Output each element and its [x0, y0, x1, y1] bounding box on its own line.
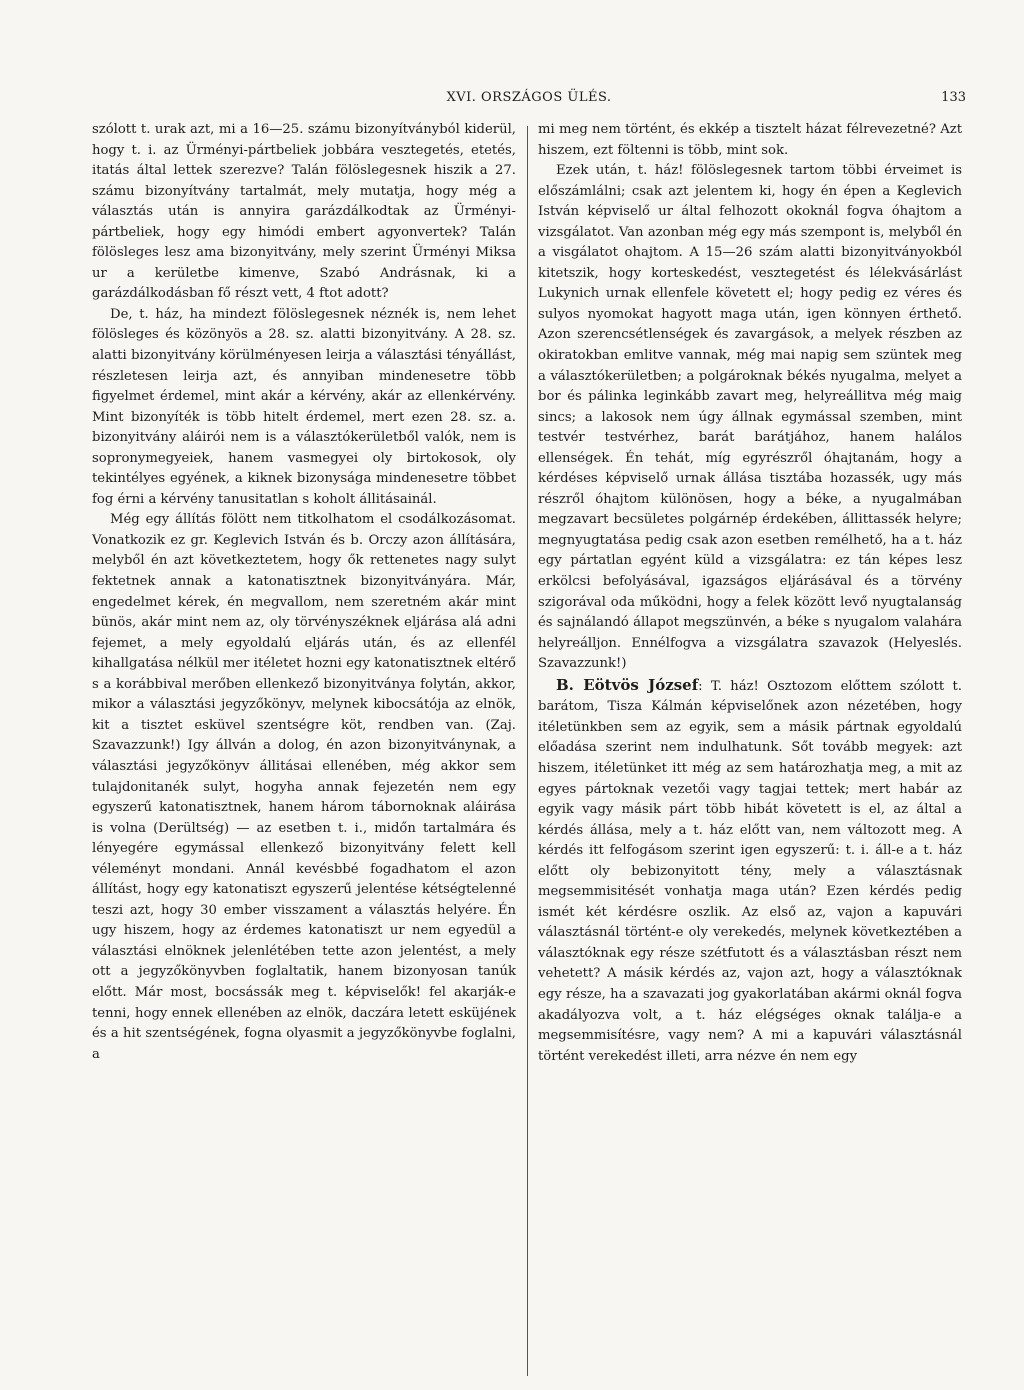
- paragraph: Ezek után, t. ház! fölöslegesnek tartom többi érveimet is előszámlálni; csak azt jelentem ki, hogy én épen a Keglevich István képviselő ur által felhozott okoknál fogva óhajtom a vizsgálatot. Van azonban még egy más szempont is, melyből én a visgálatot ohajtom. A 15—26 szám alatti bizonyitványokból kitetszik, hogy korteskedést, vesztegetést és lélekvásárlást Lukynich urnak ellenfele követett el; hogy pedig ez véres és sulyos nyomokat hagyott maga után, igen könnyen érthető. Azon szerencsétlenségek és zavargások, a melyek részben az okiratokban emlitve vannak, még mai napig sem szüntek meg a választókerületben; a polgároknak békés nyugalma, melyet a bor és pálinka leginkább zavart meg, helyreállitva még maig sincs; a lakosok nem úgy állnak egymással szemben, mint testvér testvérhez, barát barátjához, hanem halálos ellenségek. Én tehát, míg egyrészről óhajtanám, hogy a kérdéses képviselő urnak állása tisztába hozassék, ugy más részről óhajtom különösen, hogy a béke, a nyugalmában megzavart becsületes polgárnép érdekében, állittassék helyre; megnyugtatása pedig csak azon esetben remélhető, ha a t. ház egy pártatlan egyént küld a vizsgálatra: ez tán képes lesz erkölcsi befolyásával, igazságos eljárásával és a törvény szigorával oda működni, hogy a felek között levő nyugtalanság és sajnálandó állapot megszünvén, a béke s nyugalom valahára helyreálljon. Ennélfogva a vizsgálatra szavazok (Helyeslés. Szavazzunk!): [538, 163, 962, 672]
- left-column: [92, 120, 516, 1065]
- running-title: XVI. ORSZÁGOS ÜLÉS.: [446, 90, 612, 105]
- right-column: [538, 120, 962, 1067]
- column-divider: [527, 126, 528, 1376]
- speech-text: : T. ház! Osztozom előttem szólott t. barátom, Tisza Kálmán képviselőnek azon nézetében, hogy itéletünkben sem az egyik, sem a másik pártnak egyoldalú előadása szerint nem indulhatunk. Sőt tovább megyek: azt hiszem, itéletünket itt még az sem határozhatja meg, a mit az egyes pártoknak vezetői vagy tagjai tettek; mert habár az egyik vagy másik párt több hibát követett is el, az által a kérdés állása, mely a t. ház előtt van, nem változott meg. A kérdés itt felfogásom szerint igen egyszerű: t. i. áll-e a t. ház előtt oly bebizonyitott tény, mely a választásnak megsemmisitését vonhatja maga után? Ezen kérdés pedig ismét két kérdésre oszlik. Az első az, vajon a kapuvári választásnál történt-e oly verekedés, melynek következtében a választóknak egy része szétfutott és a választásban részt nem vehetett? A másik kérdés az, vajon azt, hogy a választóknak egy része, ha a szavazati jog gyakorlatában akármi oknál fogva akadályozva volt, a t. ház elégséges oknak találja-e a megsemmisítésre, vagy nem? A mi a kapuvári választásnál történt verekedést illeti, arra nézve én nem egy: [538, 678, 962, 1064]
- page-header: [92, 90, 966, 114]
- page-number: 133: [941, 90, 966, 105]
- paragraph: De, t. ház, ha mindezt fölöslegesnek néznék is, nem lehet fölösleges és közönyös a 28. sz. alatti bizonyitvány. A 28. sz. alatti bizonyitvány körülményesen leirja a választási tényállást, részletesen leirja azt, és annyiban mindenesetre több figyelmet érdemel, mint akár a kérvény, akár az ellenkérvény. Mint bizonyíték is több hitelt érdemel, mert ezen 28. sz. a. bizonyitvány aláirói nem is a választókerületből valók, nem is sopronymegyeiek, hanem vasmegyei oly birtokosok, oly tekintélyes egyének, a kiknek bizonysága mindenesetre többet fog érni a kérvény tanusitatlan s koholt állitásainál.: [92, 306, 516, 507]
- speaker-name: B. Eötvös József: [556, 675, 699, 694]
- paragraph: Még egy állítás fölött nem titkolhatom el csodálkozásomat. Vonatkozik ez gr. Keglevich István és b. Orczy azon állítására, melyből én azt következtetem, hogy ők rettenetes nagy sulyt fektetnek annak a katonatisztnek bizonyitványára. Már, engedelmet kérek, én megvallom, nem szeretném akár mint bünös, akár mint nem az, oly törvényszéknek eljárása alá adni fejemet, a mely egyoldalú eljárás után, és az ellenfél kihallgatása nélkül mer itéletet hozni egy katonatisztnek eltérő s a korábbival merőben ellenkező bizonyitványa folytán, akkor, mikor a választási jegyzőkönyv, melynek kibocsátója az elnök, kit a tisztet esküvel szentségre köt, rendben van. (Zaj. Szavazzunk!) Igy állván a dolog, én azon bizonyitványnak, a választási jegyzőkönyv állitásai ellenében, még akkor sem tulajdonitanék sulyt, hogyha annak fejezetén nem egy egyszerű katonatisztnek, hanem három tábornoknak aláirása is volna (Derültség) — az esetben t. i., midőn tartalmára és lényegére egymással ellenkező bizonyitvány felett kell véleményt mondani. Annál kevésbbé fogadhatom el azon állítást, hogy egy katonatiszt egyszerű jelentése kétségtelenné teszi azt, hogy 30 ember visszament a választás helyére. Én ugy hiszem, hogy az érdemes katonatiszt ur nem egyedül a választási elnöknek jelenlétében tette azon jelentést, a mely ott a jegyzőkönyvben foglaltatik, hanem bizonyosan tanúk előtt. Már most, bocsássák meg t. képviselők! fel akarják-e tenni, hogy ennek ellenében az elnök, daczára letett esküjének és a hit szentségének, fogna olyasmit a jegyzőkönyvbe foglalni, a: [92, 512, 516, 1062]
- paragraph: szólott t. urak azt, mi a 16—25. számu bizonyítványból kiderül, hogy t. i. az Ürményi-pártbeliek jobbára vesztegetés, etetés, itatás által lettek szerezve? Talán fölöslegesnek hiszik a 27. számu bizonyítvány tartalmát, mely mutatja, hogy még a választás után is annyira garázdálkodtak az Ürményi-pártbeliek, hogy egy himódi embert agyonvertek? Talán fölösleges lesz ama bizonyitvány, mely szerint Ürményi Miksa ur a kerületbe kimenve, Szabó Andrásnak, ki a garázdálkodásban fő részt vett, 4 ftot adott?: [92, 122, 516, 302]
- paragraph: mi meg nem történt, és ekkép a tisztelt házat félrevezetné? Azt hiszem, ezt föltenni is több, mint sok.: [538, 122, 962, 158]
- speech-paragraph: [538, 675, 962, 1067]
